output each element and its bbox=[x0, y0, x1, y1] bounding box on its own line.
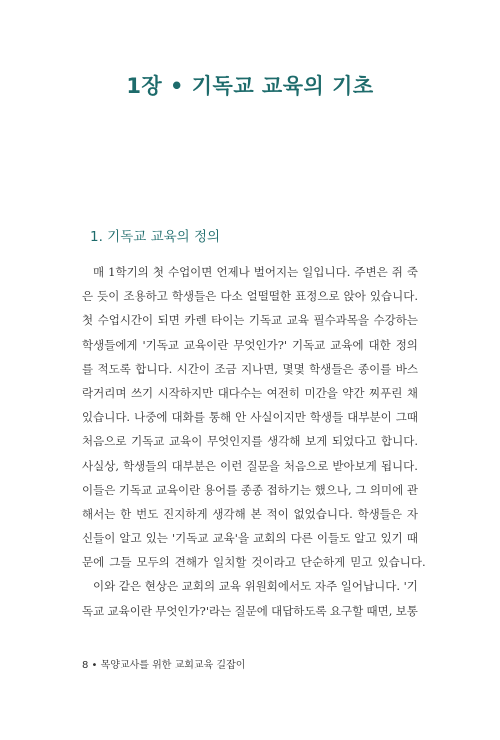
body-word: 얼떨떨한 bbox=[246, 289, 292, 304]
body-word: 이런 bbox=[220, 458, 243, 473]
body-word: 처음으로 bbox=[283, 458, 329, 473]
body-word: 교육이란 bbox=[107, 603, 152, 618]
body-word: 미간을 bbox=[304, 385, 338, 400]
body-word: 독교 bbox=[82, 603, 105, 618]
body-word: 일어납니다. bbox=[340, 579, 400, 594]
body-word: 질문에 bbox=[234, 603, 268, 618]
body-word: 필수과목을 bbox=[313, 313, 370, 328]
body-word: 됩니다. bbox=[380, 458, 418, 473]
body-word: 수업이면 bbox=[167, 265, 213, 279]
body-word: 대부분이 bbox=[347, 410, 392, 425]
body-line bbox=[82, 405, 418, 429]
body-word: 다소 bbox=[220, 289, 243, 304]
body-word: 처음으로 bbox=[82, 434, 127, 449]
body-word: 대한 bbox=[368, 337, 391, 352]
body-word: 자주 bbox=[314, 579, 338, 594]
body-line bbox=[82, 526, 418, 550]
body-word: 쥐 bbox=[391, 265, 403, 279]
body-word: 기독교 bbox=[248, 313, 283, 328]
body-word: 있습니다. bbox=[377, 555, 426, 570]
body-word: 자 bbox=[406, 506, 418, 521]
body-word: 나중에 bbox=[134, 410, 168, 425]
body-line bbox=[82, 284, 418, 308]
body-word: 관 bbox=[406, 482, 418, 497]
body-word: 무엇인가?'라는 bbox=[155, 603, 232, 618]
body-word: 같은 bbox=[118, 579, 142, 594]
body-word: 생각해 bbox=[267, 434, 301, 449]
body-word: 합니다. bbox=[135, 361, 173, 376]
body-word: 사실이지만 bbox=[250, 410, 306, 425]
body-word: 때 bbox=[406, 531, 418, 546]
body-word: 적도록 bbox=[97, 361, 131, 376]
body-line bbox=[82, 574, 418, 598]
body-word: 기독교 bbox=[131, 434, 165, 449]
body-word: 학생들은 bbox=[171, 289, 217, 304]
body-word: 합니다. bbox=[381, 434, 418, 449]
body-word: 알고 bbox=[354, 531, 377, 546]
body-word: 교육이란 bbox=[155, 482, 201, 497]
body-word: 학생들은 bbox=[309, 361, 354, 376]
body-word: 대답하도록 bbox=[271, 603, 327, 618]
body-line bbox=[82, 260, 418, 284]
body-word: 바스 bbox=[395, 361, 418, 376]
body-word: 되었다고 bbox=[331, 434, 377, 449]
body-word: 한 bbox=[120, 506, 132, 521]
body-word: 위원회에서도 bbox=[244, 579, 312, 594]
body-word: 대화를 bbox=[171, 410, 205, 425]
body-word: 견해가 bbox=[174, 555, 209, 570]
body-line bbox=[82, 333, 418, 357]
body-line bbox=[82, 381, 418, 405]
body-word: 접하기는 bbox=[266, 482, 312, 497]
body-word: 사실상, bbox=[82, 458, 119, 473]
body-word: 첫 bbox=[152, 265, 164, 279]
body-word: 단순하게 bbox=[300, 555, 346, 570]
section-heading: 1. 기독교 교육의 정의 bbox=[90, 229, 221, 245]
body-word: 교육에 bbox=[330, 337, 364, 352]
body-word: '기독교 bbox=[172, 531, 209, 546]
body-word: 믿고 bbox=[350, 555, 373, 570]
body-text bbox=[82, 260, 426, 623]
body-word: 이들도 bbox=[316, 531, 351, 546]
body-word: 되면 bbox=[157, 313, 180, 328]
body-word: 그들 bbox=[109, 555, 132, 570]
body-word: 요구할 bbox=[329, 603, 364, 618]
body-word: 은 bbox=[82, 289, 94, 304]
body-word: 조용하고 bbox=[123, 289, 168, 304]
body-line bbox=[82, 502, 418, 526]
body-word: 교회의 bbox=[181, 579, 216, 594]
body-word: 카렌 bbox=[184, 313, 207, 328]
body-word: 표정으로 bbox=[295, 289, 340, 304]
body-word: 일입니다. bbox=[302, 265, 351, 279]
body-word: 일치할 bbox=[213, 555, 247, 570]
body-word: 매 bbox=[93, 265, 105, 279]
body-word: 몇몇 bbox=[282, 361, 305, 376]
body-word: 그 bbox=[355, 482, 367, 497]
body-line bbox=[82, 454, 418, 478]
body-word: 종이를 bbox=[357, 361, 392, 376]
body-word: 교육이 bbox=[169, 434, 203, 449]
body-line bbox=[82, 550, 426, 574]
body-word: 여전히 bbox=[266, 385, 300, 400]
body-word: 지나면, bbox=[241, 361, 279, 376]
body-word: 있습니다. bbox=[369, 289, 418, 304]
body-word: 교육 bbox=[218, 579, 241, 594]
body-word: 언제나 bbox=[216, 265, 250, 279]
body-word: 용어를 bbox=[203, 482, 238, 497]
body-word: 기독교 bbox=[292, 337, 326, 352]
body-word: 무엇인지를 bbox=[206, 434, 263, 449]
body-word: 다른 bbox=[290, 531, 313, 546]
body-word: 죽 bbox=[406, 265, 418, 279]
body-word: 대다수는 bbox=[217, 385, 263, 400]
body-word: 모두의 bbox=[136, 555, 170, 570]
body-word: 1학기의 bbox=[108, 265, 149, 279]
body-word: 학생들에게 bbox=[82, 337, 138, 352]
body-word: 시작하지만 bbox=[157, 385, 214, 400]
body-word: 했으나, bbox=[314, 482, 352, 497]
body-word: 주변은 bbox=[354, 265, 388, 279]
body-word: 질문을 bbox=[246, 458, 280, 473]
body-word: 락거리며 bbox=[82, 385, 127, 400]
body-word: 보게 bbox=[305, 434, 328, 449]
body-word: 시간이 bbox=[176, 361, 211, 376]
body-word: 대부분은 bbox=[171, 458, 217, 473]
body-word: 번도 bbox=[136, 506, 159, 521]
body-word: 적이 bbox=[266, 506, 289, 521]
body-word: 본 bbox=[250, 506, 262, 521]
body-word: 수강하는 bbox=[373, 313, 418, 328]
body-word: 듯이 bbox=[97, 289, 120, 304]
body-word: 그때 bbox=[395, 410, 418, 425]
body-word: 있습니다. bbox=[82, 410, 131, 425]
body-word: 종종 bbox=[240, 482, 264, 497]
chapter-title: 1장 • 기독교 교육의 기초 bbox=[126, 74, 374, 98]
body-line bbox=[82, 478, 418, 502]
body-word: 이들은 bbox=[82, 482, 116, 497]
page-footer: 8 • 목양교사를 위한 교회교육 길잡이 bbox=[82, 660, 246, 671]
body-word: 있는 bbox=[145, 531, 168, 546]
body-word: 때면, bbox=[366, 603, 393, 618]
body-word: 조금 bbox=[214, 361, 237, 376]
body-word: 찌푸린 bbox=[369, 385, 403, 400]
body-word: 있기 bbox=[380, 531, 403, 546]
body-word: 정의 bbox=[395, 337, 418, 352]
body-line bbox=[82, 429, 418, 453]
body-word: 채 bbox=[406, 385, 418, 400]
body-word: 교육 bbox=[286, 313, 309, 328]
body-word: 교회의 bbox=[253, 531, 287, 546]
body-word: 의미에 bbox=[369, 482, 404, 497]
body-word: 앉아 bbox=[343, 289, 366, 304]
body-word: 교육이란 bbox=[183, 337, 229, 352]
body-word: 것이라고 bbox=[251, 555, 296, 570]
body-word: 교육'을 bbox=[212, 531, 250, 546]
body-word: 를 bbox=[82, 361, 94, 376]
body-word: 신들이 bbox=[82, 531, 116, 546]
body-word: 받아보게 bbox=[332, 458, 377, 473]
body-word: 통해 bbox=[208, 410, 232, 425]
body-word: 첫 bbox=[82, 313, 94, 328]
body-word: 생각해 bbox=[212, 506, 246, 521]
body-word: 없었습니다. bbox=[293, 506, 353, 521]
body-word: 벌어지는 bbox=[253, 265, 299, 279]
body-line bbox=[82, 599, 418, 623]
body-word: 학생들은 bbox=[357, 506, 403, 521]
body-word: 학생들의 bbox=[123, 458, 168, 473]
body-word: 수업시간이 bbox=[97, 313, 154, 328]
body-word: 현상은 bbox=[144, 579, 179, 594]
body-word: 학생들 bbox=[309, 410, 344, 425]
body-word: '기독교 bbox=[142, 337, 179, 352]
body-word: 보통 bbox=[395, 603, 418, 618]
body-word: 알고 bbox=[119, 531, 142, 546]
body-word: 기독교 bbox=[118, 482, 153, 497]
body-word: 진지하게 bbox=[163, 506, 208, 521]
body-word: 약간 bbox=[342, 385, 365, 400]
body-word: 쓰기 bbox=[130, 385, 154, 400]
body-line bbox=[82, 308, 418, 332]
body-word: 이와 bbox=[93, 579, 116, 594]
body-word: 문에 bbox=[82, 555, 105, 570]
body-word: 타이는 bbox=[211, 313, 245, 328]
body-word: '기 bbox=[403, 579, 418, 594]
body-word: 무엇인가?' bbox=[233, 337, 288, 352]
body-word: 안 bbox=[235, 410, 247, 425]
body-word: 해서는 bbox=[82, 506, 116, 521]
body-line bbox=[82, 357, 418, 381]
